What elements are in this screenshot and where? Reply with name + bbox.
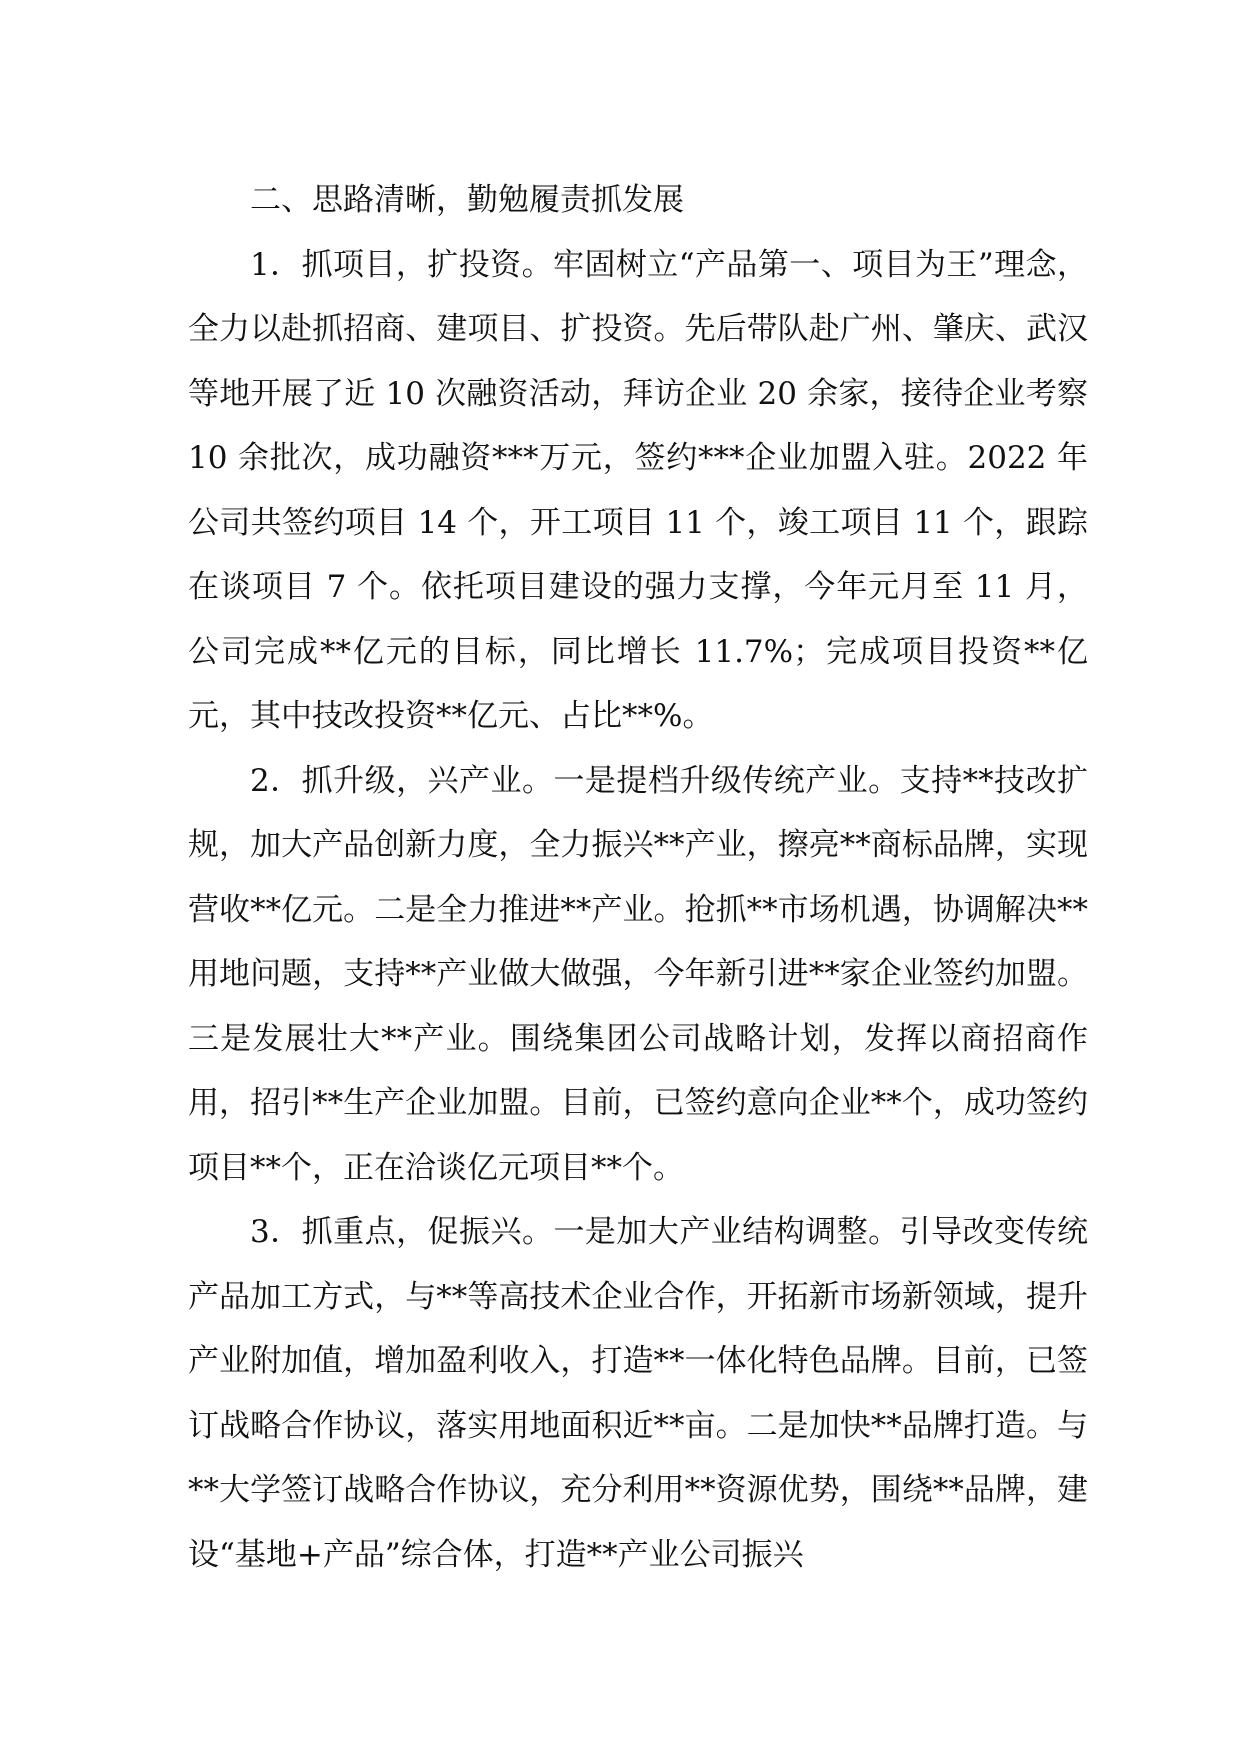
section-heading: 二、思路清晰，勤勉履责抓发展 bbox=[250, 182, 684, 218]
document-body bbox=[188, 168, 1088, 1587]
paragraph-key-revitalization: 3．抓重点，促振兴。一是加大产业结构调整。引导改变传统产品加工方式，与**等高技术企业合作，开拓新市场新领域，提升产业附加值，增加盈利收入，打造**一体化特色品牌。目前，已签订战略合作协议，落实用地面积近**亩。二是加快**品牌打造。与**大学签订战略合作协议，充分利用**资源优势，围绕**品牌，建设“基地+产品”综合体，打造**产业公司振兴 bbox=[188, 1214, 1088, 1573]
paragraph-investment: 1．抓项目，扩投资。牢固树立“产品第一、项目为王”理念，全力以赴抓招商、建项目、扩投资。先后带队赴广州、肇庆、武汉等地开展了近 10 次融资活动，拜访企业 20 余家，接待企业考察 10 余批次，成功融资***万元，签约***企业加盟入驻。2022 年公司共签约项目 14 个，开工项目 11 个，竣工项目 11 个，跟踪在谈项目 7 个。依托项目建设的强力支撑，今年元月至 11 月，公司完成**亿元的目标，同比增长 11.7%；完成项目投资**亿元，其中技改投资**亿元、占比**%。 bbox=[188, 246, 1088, 734]
paragraph-industry-upgrade: 2．抓升级，兴产业。一是提档升级传统产业。支持**技改扩规，加大产品创新力度，全力振兴**产业，擦亮**商标品牌，实现营收**亿元。二是全力推进**产业。抢抓**市场机遇，协调解决**用地问题，支持**产业做大做强，今年新引进**家企业签约加盟。三是发展壮大**产业。围绕集团公司战略计划，发挥以商招商作用，招引**生产企业加盟。目前，已签约意向企业**个，成功签约项目**个，正在洽谈亿元项目**个。 bbox=[188, 762, 1088, 1186]
